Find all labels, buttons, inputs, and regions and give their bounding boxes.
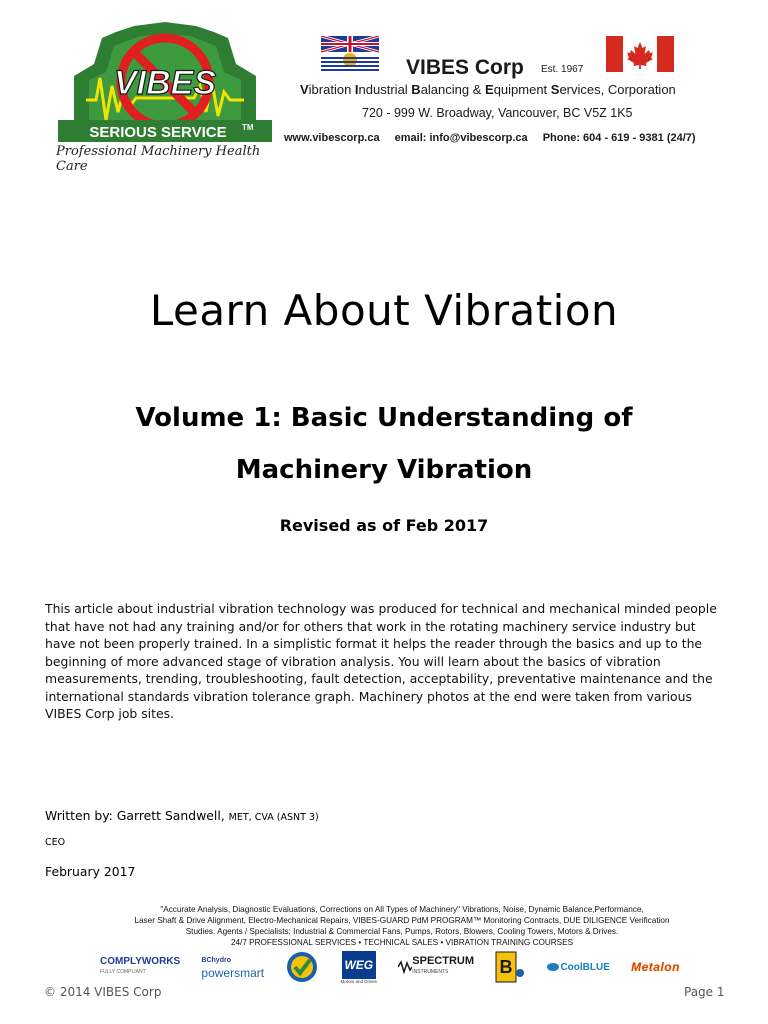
b-badge-logo (495, 950, 525, 984)
contact-line (284, 132, 724, 144)
author-role: CEO (45, 837, 66, 848)
logo-banner-text: SERIOUS SERVICE (89, 124, 227, 141)
intro-paragraph: This article about industrial vibration technology was produced for technical and mechanical minded people that have not had any training and/or for others that work in the rotating machinery service industry but have not been properly trained. In a simplistic format it helps the reader through the basics and up to the beginning of more advanced stage of vibration analysis. You will learn about the basics of vibration measurements, trending, troubleshooting, fault detection, acceptability, preventative maintenance and the international standards vibration tolerance graph. Machinery photos at the end were taken from various VIBES Corp job sites. (45, 601, 717, 721)
initial-s: S (550, 82, 560, 97)
partner-logos (100, 950, 680, 984)
banner-line-1: "Accurate Analysis, Diagnostic Evaluations, Corrections on All Types of Machinery" Vibrations, Noise, Dynamic Balance,Performance, (160, 905, 644, 914)
coolblue-swoosh-icon (546, 960, 560, 974)
revision-date: Revised as of Feb 2017 (279, 516, 489, 535)
author-credentials: MET, CVA (ASNT 3) (228, 812, 319, 823)
document-subtitle (60, 392, 708, 496)
bc-flag-icon (321, 36, 379, 72)
complyworks-text: COMPLYWORKS (100, 956, 181, 967)
checkmark-shield-logo (285, 950, 319, 984)
banner-line-3: Studies. Agents / Specialists: Industrial & Commercial Fans, Pumps, Rotors, Blowers, Cooling Towers, Motors & Drives. (185, 927, 619, 936)
logo-tagline: Professional Machinery Health Care (56, 144, 261, 174)
word-ervices: ervices, Corporation (559, 82, 676, 97)
logo-tm: TM (242, 123, 254, 132)
coolblue-text: CoolBLUE (560, 961, 610, 973)
bchydro-powersmart-logo (201, 950, 264, 984)
logo-text: VIBES (113, 64, 217, 102)
subtitle-line-2: Machinery Vibration (235, 455, 533, 485)
publication-date: February 2017 (45, 864, 136, 879)
author-byline (45, 808, 319, 823)
banner-line-4: 24/7 PROFESSIONAL SERVICES • TECHNICAL SALES • VIBRATION TRAINING COURSES (230, 938, 574, 947)
company-address: 720 - 999 W. Broadway, Vancouver, BC V5Z 1K5 (362, 106, 633, 120)
svg-text:B: B (499, 957, 513, 977)
document-title: Learn About Vibration (149, 286, 619, 335)
weg-text: WEG (342, 951, 376, 979)
phone-number: Phone: 604 - 619 - 9381 (24/7) (542, 132, 696, 144)
word-alancing: alancing & (420, 82, 486, 97)
spectrum-subtext: INSTRUMENTS (412, 969, 449, 975)
company-full-name (300, 82, 676, 97)
word-ibration: ibration (308, 82, 355, 97)
complyworks-subtext: FULLY COMPLIANT (100, 969, 146, 975)
established-year: Est. 1967 (541, 64, 584, 75)
footer-copyright: © 2014 VIBES Corp (44, 985, 162, 999)
logo-emblem (58, 22, 272, 142)
metalon-logo: Metalon (631, 960, 680, 974)
banner-line-2: Laser Shaft & Drive Alignment, Electro-Mechanical Repairs, VIBES-GUARD PdM PROGRAM™ Monitoring Contracts, DUE DILIGENCE Verification (134, 916, 670, 925)
services-banner (92, 904, 712, 948)
company-name: VIBES Corp (406, 56, 524, 79)
initial-b: B (411, 82, 421, 97)
weg-subtext: Motors and Drives (340, 978, 378, 984)
word-ndustrial: ndustrial (358, 82, 412, 97)
footer-page-number: Page 1 (684, 985, 725, 999)
canada-flag-icon (606, 36, 674, 72)
website-link[interactable]: www.vibescorp.ca (284, 132, 380, 144)
weg-logo (341, 950, 378, 984)
word-quipment: quipment (493, 82, 551, 97)
spectrum-logo (398, 950, 474, 984)
coolblue-logo (546, 950, 609, 984)
email-link[interactable]: email: info@vibescorp.ca (394, 132, 528, 144)
initial-i: I (354, 82, 359, 97)
initial-v: V (300, 82, 309, 97)
complyworks-logo (100, 950, 180, 984)
bchydro-text: BChydro (201, 957, 231, 964)
spectrum-text: SPECTRUM (412, 955, 475, 967)
subtitle-line-1: Volume 1: Basic Understanding of (135, 403, 633, 433)
author-name: Written by: Garrett Sandwell, (45, 808, 225, 823)
powersmart-text: powersmart (201, 966, 265, 980)
initial-e: E (485, 82, 494, 97)
spectrum-wave-icon (398, 960, 412, 974)
